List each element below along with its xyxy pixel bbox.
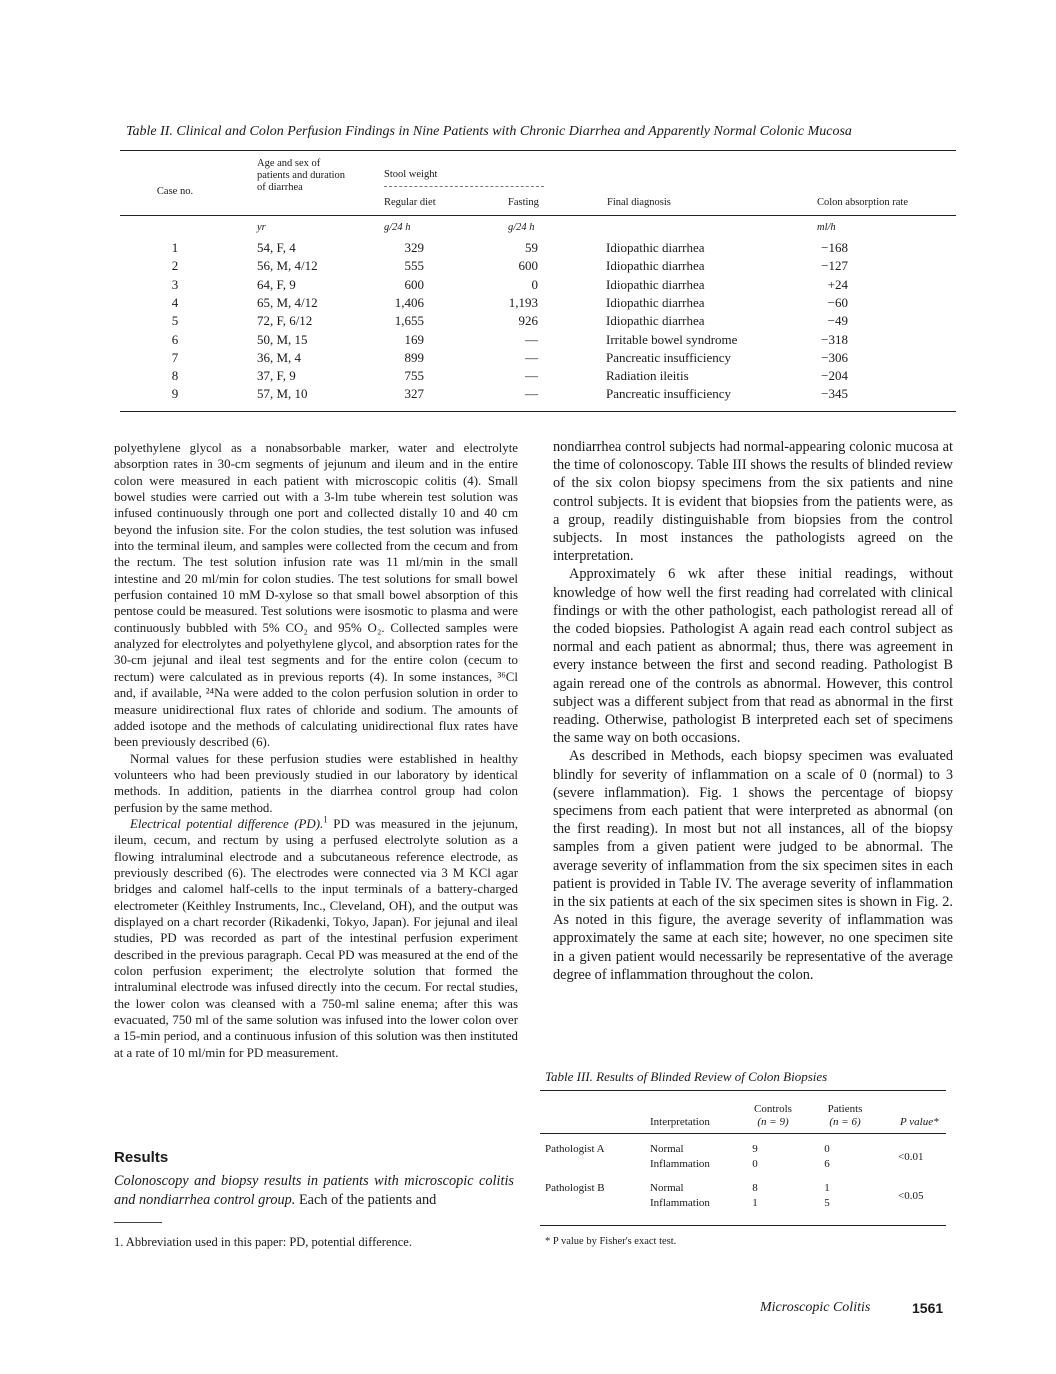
table3-cell-interp: Inflammation (650, 1197, 710, 1209)
table2-cell-fasting: 1,193 (508, 294, 538, 310)
table2-unit-fasting: g/24 h (508, 222, 535, 233)
table2-cell-age: 54, F, 4 (257, 240, 296, 255)
table2-cell-regular: 600 (404, 276, 424, 292)
table2-header-regular: Regular diet (384, 197, 436, 208)
results-paragraph (114, 1172, 514, 1210)
table2-cell-absorption: −60 (827, 294, 848, 310)
table2-cell-diagnosis: Idiopathic diarrhea (606, 258, 705, 274)
pd-footnote-ref: 1 (323, 814, 328, 825)
table2-cell-case: 2 (171, 258, 179, 274)
table2-caption: Table II. Clinical and Colon Perfusion Findings in Nine Patients with Chronic Diarrhea and Apparently Normal Colonic Mucosa (126, 124, 852, 139)
table3-header-pvalue: P value* (900, 1116, 939, 1128)
table3-group-name: Pathologist B (545, 1182, 605, 1194)
table2-cell-age: 36, M, 4 (257, 349, 302, 365)
table3-cell-controls: 1 (752, 1197, 758, 1209)
page-number: 1561 (912, 1300, 944, 1316)
pd-subheading: Electrical potential difference (PD). (130, 816, 324, 831)
footnote: 1. Abbreviation used in this paper: PD, potential difference. (114, 1235, 412, 1249)
table2-cell-case: 5 (171, 313, 179, 329)
table2-cell-age: 64, F, 9 (257, 276, 296, 292)
table2-header-diagnosis: Final diagnosis (607, 197, 671, 208)
table2-cell-absorption: −127 (821, 258, 848, 274)
table3-header-rule (540, 1133, 946, 1134)
table2-cell-age: 37, F, 9 (257, 368, 296, 384)
table2-cell-absorption: −49 (827, 313, 848, 329)
table3-caption: Table III. Results of Blinded Review of Colon Biopsies (545, 1069, 828, 1084)
table2-cell-diagnosis: Pancreatic insufficiency (606, 349, 732, 365)
table2-header-age: Age and sex of patients and duration of diarrhea (257, 158, 346, 193)
table2-cell-case: 3 (171, 276, 179, 292)
table3-header-controls: Controls (754, 1103, 792, 1115)
table2-unit-absorption: ml/h (817, 222, 836, 233)
table2-cell-fasting: — (525, 368, 538, 384)
table2-cell-fasting: — (525, 386, 538, 402)
pd-text: PD was measured in the jejunum, ileum, cecum, and rectum by using a perfused electrolyte solution as a flowing intraluminal electrode and a subcutaneous reference electrode, as previously described (6). The electrodes were connected via 3 M KCl agar bridges and calomel half-cells to the input terminals of a battery-charged electrometer (Keithley Instruments, Inc., Cleveland, OH), and the output was displayed on a chart recorder (Rikadenki, Tokyo, Japan). For jejunal and ileal studies, PD was recorded as part of the intestinal perfusion experiment described in the previous paragraph. Cecal PD was measured at the end of the colon perfusion experiment; the electrolyte solution that formed the intraluminal electrode was infused directly into the cecum. For rectal studies, the lower colon was cleansed with a 750-ml saline enema; after this was evacuated, 750 ml of the same solution was infused into the lower colon over a 15-min period, and a continuous infusion of this solution was then instituted at a rate of 10 ml/min for PD measurement. (114, 816, 519, 1060)
table3-cell-interp: Normal (650, 1182, 684, 1194)
table2-cell-regular: 169 (404, 331, 424, 347)
table2-cell-regular: 555 (404, 258, 424, 274)
table2-header-case: Case no. (156, 186, 194, 197)
table2-cell-case: 1 (171, 240, 179, 255)
table2-cell-absorption: −345 (821, 386, 848, 402)
table3-cell-patients: 0 (824, 1143, 830, 1155)
table2-cell-age: 72, F, 6/12 (257, 313, 313, 329)
table3-cell-patients: 1 (824, 1182, 830, 1194)
table2-cell-diagnosis: Idiopathic diarrhea (606, 294, 705, 310)
table3-footnote: * P value by Fisher's exact test. (545, 1236, 677, 1247)
table2-cell-regular: 1,406 (394, 294, 424, 310)
table2-cell-regular: 329 (404, 240, 424, 255)
table2-header-rule (120, 215, 956, 216)
table2-stool-rule (384, 186, 544, 187)
table3-cell-pvalue: <0.01 (898, 1151, 924, 1163)
table3-header-patients-n: (n = 6) (829, 1116, 861, 1128)
table3-cell-controls: 9 (752, 1143, 758, 1155)
left-paragraph-1: polyethylene glycol as a nonabsorbable marker, water and electrolyte absorption rates in 30-cm segments of jejunum and ileum and in the entire colon were measured in each patient with microscopic colitis (4). Small bowel studies were carried out with a 3-lm tube wherein test solution was infused continuously through one port and collected distally 10 and 40 cm beyond the infusion site. For the colon studies, the test solution was infused into the terminal ileum, and samples were collected from the cecum and from the rectum. The test solution infusion rate was 11 ml/min in the small intestine and 20 ml/min for colon studies. The test solutions for small bowel perfusion contained 10 mM D-xylose so that small bowel absorption of this pentose could be measured. Test solutions were isosmotic to plasma and were continuously bubbled with 5% CO₂ and 95% O₂. Collected samples were analyzed for electrolytes and polyethylene glycol, and absorption rates for the 30-cm jejunal and ileal test segments and for the entire colon (cecum to rectum) were calculated as in previous reports (4). In some instances, ³⁶Cl and, if available, ²⁴Na were added to the colon perfusion solution in order to measure unidirectional flux rates of chloride and sodium. The amounts of added isotope and the methods of calculating unidirectional flux rates have been previously described (6). (114, 441, 518, 750)
table2-cell-diagnosis: Idiopathic diarrhea (606, 313, 705, 329)
table2-cell-diagnosis: Irritable bowel syndrome (606, 331, 738, 347)
table3-cell-interp: Normal (650, 1143, 684, 1155)
left-paragraph-3 (114, 816, 518, 1061)
table2-cell-age: 57, M, 10 (257, 386, 308, 402)
table2-cell-diagnosis: Radiation ileitis (606, 368, 689, 384)
table3-top-rule (540, 1090, 946, 1091)
table2-cell-age: 50, M, 15 (257, 331, 308, 347)
table3-cell-pvalue: <0.05 (898, 1190, 924, 1202)
table2-cell-age: 65, M, 4/12 (257, 294, 318, 310)
table3-cell-patients: 5 (824, 1197, 830, 1209)
table2-cell-case: 6 (171, 331, 179, 347)
table3-cell-controls: 0 (752, 1158, 758, 1170)
table2-cell-fasting: 0 (531, 276, 538, 292)
table2-cell-absorption: −204 (821, 368, 848, 384)
table3-group-name: Pathologist A (545, 1143, 605, 1155)
table2-cell-regular: 1,655 (394, 313, 424, 329)
table2-cell-absorption: −306 (821, 349, 848, 365)
table2-cell-regular: 755 (404, 368, 424, 384)
table2-cell-fasting: 926 (518, 313, 538, 329)
table2-cell-regular: 327 (404, 386, 424, 402)
running-title: Microscopic Colitis (760, 1300, 871, 1315)
right-paragraph-3: As described in Methods, each biopsy specimen was evaluated blindly for severity of inflammation on a scale of 0 (normal) to 3 (severe inflammation). Fig. 1 shows the percentage of biopsy specimens from each patient that were interpreted as abnormal (on the first reading). In most but not all instances, all of the biopsy samples from a given patient were judged to be abnormal. The average severity of inflammation from the six specimen sites in each patient is provided in Table IV. The average severity of inflammation in the six patients at each of the six specimen sites is shown in Fig. 2. As noted in this figure, the average severity of inflammation was approximately the same at each site; however, no one specimen site in a given patient would necessarily be representative of the average degree of inflammation throughout the colon. (553, 748, 953, 983)
table2-cell-case: 4 (171, 294, 179, 310)
right-paragraph-1: nondiarrhea control subjects had normal-appearing colonic mucosa at the time of colonoscopy. Table III shows the results of blinded review of the six colon biopsy specimens from the six patients and nine control subjects. It is evident that biopsies from the patients were, as a group, readily distinguishable from biopsies from the control subjects. In most instances the pathologists agreed on the interpretation. (553, 439, 953, 565)
table3-header-patients: Patients (827, 1103, 863, 1115)
table2-unit-age: yr (257, 222, 266, 233)
table2-cell-absorption: +24 (827, 276, 848, 292)
results-subtitle: Colonoscopy and biopsy results in patients with microscopic colitis and nondiarrhea control group. (114, 1173, 514, 1208)
table2-cell-fasting: 600 (518, 258, 538, 274)
results-text: Each of the patients and (295, 1192, 437, 1208)
left-paragraph-2: Normal values for these perfusion studies were established in healthy volunteers who had been previously studied in our laboratory by identical methods. In addition, patients in the diarrhea control group had colon perfusion by the same method. (114, 751, 518, 815)
table2-cell-fasting: — (525, 331, 538, 347)
table2-cell-regular: 899 (404, 349, 424, 365)
right-paragraph-2: Approximately 6 wk after these initial readings, without knowledge of how well the first reading had correlated with clinical findings or with the other pathologist, each pathologist reread all of the coded biopsies. Pathologist A again read each control subject as normal and each patient as abnormal; thus, there was agreement in every instance between the first and second reading. Pathologist B again reread one of the controls as abnormal. However, this control subject was a different subject from that read as abnormal in the first reading. Otherwise, pathologist B interpreted each set of specimens the same way on both occasions. (553, 566, 953, 747)
table2-top-rule (120, 150, 956, 151)
left-column (114, 440, 518, 1061)
table2-cell-absorption: −168 (821, 240, 848, 255)
table2-cell-case: 9 (171, 386, 179, 402)
table2-cell-absorption: −318 (821, 331, 848, 347)
table2-unit-regular: g/24 h (384, 222, 411, 233)
table2-cell-diagnosis: Pancreatic insufficiency (606, 386, 732, 402)
table3-header-interpretation: Interpretation (650, 1116, 710, 1128)
table2-cell-age: 56, M, 4/12 (257, 258, 318, 274)
table2-cell-fasting: — (525, 349, 538, 365)
table2-header-absorption: Colon absorption rate (817, 197, 908, 208)
table2-header-stool: Stool weight (384, 169, 438, 180)
results-heading: Results (114, 1149, 169, 1166)
table2-cell-diagnosis: Idiopathic diarrhea (606, 276, 705, 292)
table2-cell-fasting: 59 (525, 240, 538, 255)
table3-cell-controls: 8 (752, 1182, 758, 1194)
table3-cell-interp: Inflammation (650, 1158, 710, 1170)
table2-bottom-rule (120, 411, 956, 412)
table3-bottom-rule (540, 1225, 946, 1226)
right-column (553, 438, 953, 984)
footnote-rule (114, 1222, 162, 1223)
table2-cell-case: 8 (171, 368, 179, 384)
table2-cell-diagnosis: Idiopathic diarrhea (606, 240, 705, 255)
table2-cell-case: 7 (171, 349, 179, 365)
table3-cell-patients: 6 (824, 1158, 830, 1170)
table3-header-controls-n: (n = 9) (757, 1116, 789, 1128)
table2-header-fasting: Fasting (508, 197, 539, 208)
